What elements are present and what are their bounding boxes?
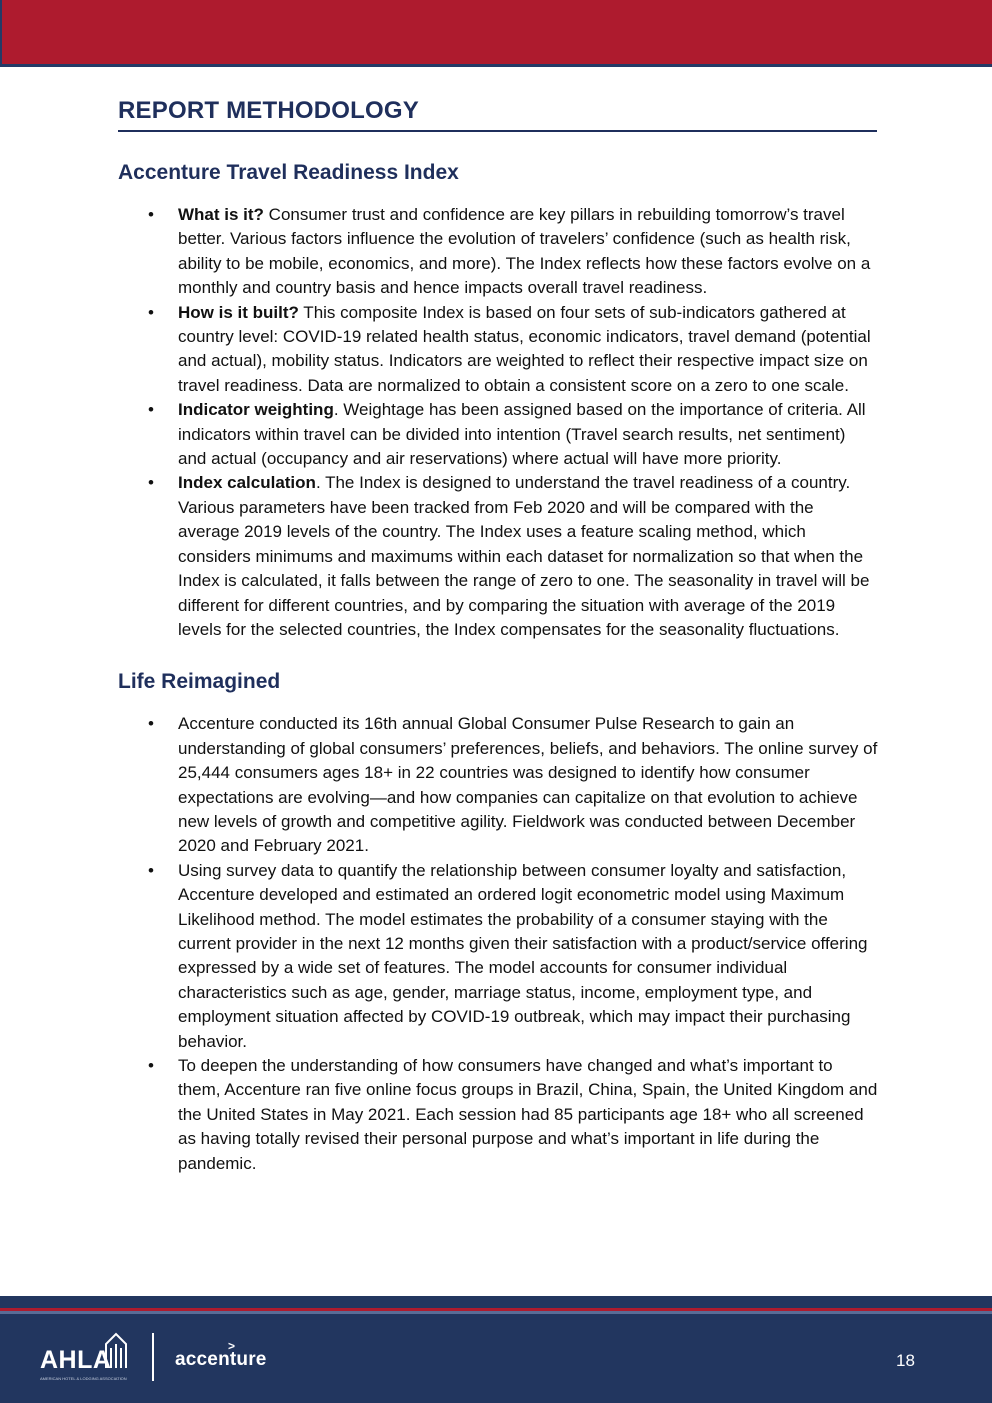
accenture-logo: accenture [175, 1349, 267, 1370]
bullet-lead: How is it built? [178, 302, 299, 322]
list-item [118, 203, 878, 301]
bullet-list [118, 203, 878, 642]
page-number: 18 [896, 1351, 915, 1370]
bullet-list [118, 712, 878, 1176]
section-heading: Accenture Travel Readiness Index [118, 161, 459, 184]
page-content [118, 96, 878, 1176]
bullet-icon: • [148, 473, 154, 493]
bullet-text: Using survey data to quantify the relationship between consumer loyalty and satisfaction, Accenture developed and estimated an ordered logit econometric model using Maximum Likelihood method. The model estimates the probability of a consumer staying with the current provider in the next 12 months given their satisfaction with a product/service offering expressed by a wide set of features. The model accounts for consumer individual characteristics such as age, gender, marriage status, income, employment type, and employment situation affected by COVID-19 outbreak, which may impact their purchasing behavior. [178, 860, 868, 1051]
bullet-lead: What is it? [178, 205, 264, 224]
bullet-icon: • [148, 205, 154, 224]
list-item [118, 1054, 878, 1176]
ahla-wordmark: AHLA [40, 1346, 112, 1374]
bullet-lead: Indicator weighting [178, 400, 334, 420]
page-title: REPORT METHODOLOGY [118, 96, 877, 132]
bullet-icon: • [148, 400, 154, 420]
list-item [118, 712, 878, 858]
ahla-logo [40, 1332, 130, 1382]
bullet-text: Consumer trust and confidence are key pillars in rebuilding tomorrow’s travel better. Various factors influence the evolution of travelers’ confidence (such as health risk, ability to be mobile, economics, and more). The Index reflects how these factors evolve on a monthly and country basis and hence impacts overall travel readiness. [178, 205, 871, 298]
header-band [0, 0, 992, 67]
bullet-text: This composite Index is based on four sets of sub-indicators gathered at country level: COVID-19 related health status, economic indicators, travel demand (potential and actual), mobility status. Indicators are weighted to reflect their respective impact size on travel readiness. Data are normalized to obtain a consistent score on a zero to one scale. [178, 302, 871, 395]
accenture-mark-icon: > [228, 1339, 236, 1353]
bullet-icon: • [148, 714, 154, 734]
list-item [118, 471, 878, 642]
bullet-icon: • [148, 302, 154, 322]
list-item [118, 398, 878, 471]
bullet-lead: Index calculation [178, 473, 316, 493]
bullet-text: Accenture conducted its 16th annual Global Consumer Pulse Research to gain an understanding of global consumers’ preferences, beliefs, and behaviors. The online survey of 25,444 consumers ages 18+ in 22 countries was designed to identify how consumer expectations are evolving—and how companies can capitalize on that evolution to achieve new levels of growth and competitive agility. Fieldwork was conducted between December 2020 and February 2021. [178, 714, 878, 856]
section-life-reimagined [118, 668, 878, 1176]
list-item [118, 301, 878, 399]
ahla-tagline: AMERICAN HOTEL & LODGING ASSOCIATION [40, 1376, 127, 1381]
section-travel-readiness-index [118, 159, 878, 642]
bullet-text: . The Index is designed to understand the travel readiness of a country. Various parameters have been tracked from Feb 2020 and will be compared with the average 2019 levels of the country. The Index uses a feature scaling method, which considers minimums and maximums within each dataset for normalization so that when the Index is calculated, it falls between the range of zero to one. The seasonality in travel will be different for different countries, and by comparing the situation with average of the 2019 levels for the selected countries, the Index compensates for the seasonality fluctuations. [178, 473, 870, 639]
bullet-icon: • [148, 860, 154, 880]
bullet-icon: • [148, 1056, 154, 1075]
list-item [118, 859, 878, 1054]
section-heading: Life Reimagined [118, 670, 281, 694]
footer-stripe [0, 1311, 992, 1314]
bullet-text: . Weightage has been assigned based on the importance of criteria. All indicators within travel can be divided into intention (Travel search results, net sentiment) and actual (occupancy and air reservations) where actual will have more priority. [178, 400, 866, 469]
logo-divider [152, 1333, 154, 1381]
bullet-text: To deepen the understanding of how consumers have changed and what’s important to them, Accenture ran five online focus groups in Brazil, China, Spain, the United Kingdom and the United States in May 2021. Each session had 85 participants age 18+ who all screened as having totally revised their personal purpose and what’s important in life during the pandemic. [178, 1056, 878, 1173]
